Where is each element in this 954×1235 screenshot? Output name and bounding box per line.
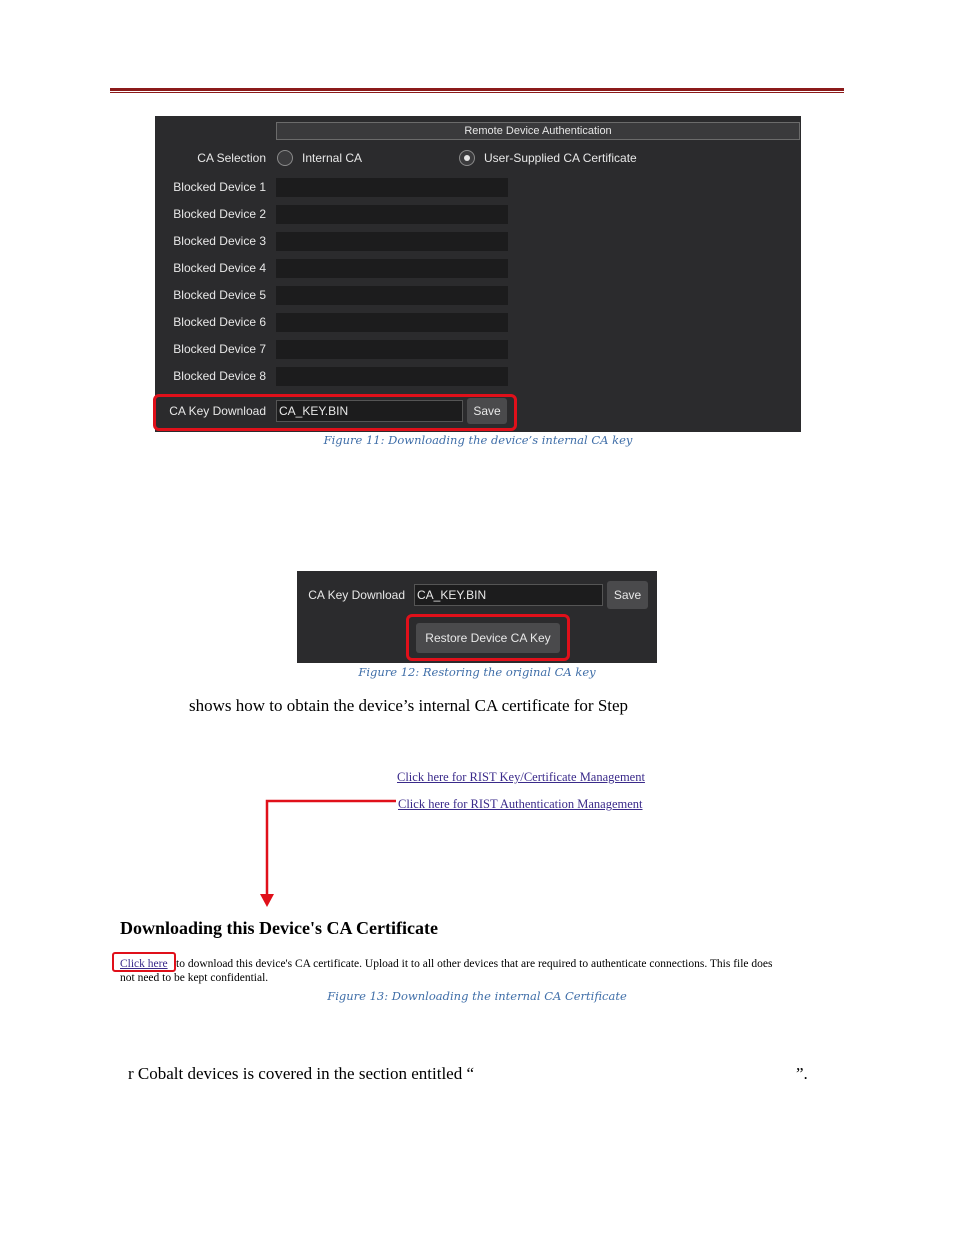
blocked-device-label: Blocked Device 6	[173, 315, 266, 329]
header-rule	[110, 88, 844, 91]
ca-key-filename-input[interactable]: CA_KEY.BIN	[276, 400, 463, 422]
blocked-device-label: Blocked Device 1	[173, 180, 266, 194]
description-line: not need to be kept confidential.	[120, 972, 269, 984]
blocked-device-label: Blocked Device 4	[173, 261, 266, 275]
click-here-link[interactable]: Click here	[120, 958, 168, 970]
figure-caption: Figure 12: Restoring the original CA key	[358, 665, 596, 679]
ca-key-download-label: CA Key Download	[169, 404, 266, 418]
arrow-connector	[255, 795, 400, 910]
blocked-device-field[interactable]	[276, 178, 508, 197]
restore-ca-key-button[interactable]: Restore Device CA Key	[416, 623, 560, 653]
body-text: shows how to obtain the device’s internal CA certificate for Step	[189, 696, 629, 715]
body-text-end: ”.	[796, 1064, 808, 1083]
rist-key-management-link[interactable]: Click here for RIST Key/Certificate Management	[397, 770, 645, 784]
ca-selection-label: CA Selection	[197, 151, 266, 165]
blocked-device-field[interactable]	[276, 232, 508, 251]
ca-key-download-label: CA Key Download	[308, 588, 405, 602]
ca-key-filename-input[interactable]: CA_KEY.BIN	[414, 584, 603, 606]
blocked-device-label: Blocked Device 3	[173, 234, 266, 248]
blocked-device-field[interactable]	[276, 313, 508, 332]
radio-internal-ca-label: Internal CA	[302, 151, 363, 165]
blocked-device-label: Blocked Device 8	[173, 369, 266, 383]
body-text: r Cobalt devices is covered in the section entitled “	[128, 1064, 475, 1083]
section-heading: Downloading this Device's CA Certificate	[120, 918, 438, 938]
save-button[interactable]: Save	[467, 398, 507, 424]
blocked-device-field[interactable]	[276, 259, 508, 278]
radio-user-supplied-ca[interactable]	[459, 150, 475, 166]
blocked-device-field[interactable]	[276, 367, 508, 386]
radio-user-supplied-ca-label: User-Supplied CA Certificate	[484, 151, 637, 165]
description-line: to download this device's CA certificate. Upload it to all other devices that are required to authenticate connections. This file does	[176, 958, 773, 970]
blocked-device-label: Blocked Device 2	[173, 207, 266, 221]
blocked-device-field[interactable]	[276, 340, 508, 359]
save-button[interactable]: Save	[607, 581, 648, 609]
figure-caption: Figure 13: Downloading the internal CA Certificate	[327, 989, 627, 1003]
radio-internal-ca[interactable]	[277, 150, 293, 166]
header-rule-thin	[110, 92, 844, 93]
blocked-device-label: Blocked Device 5	[173, 288, 266, 302]
blocked-device-field[interactable]	[276, 286, 508, 305]
rist-auth-management-link[interactable]: Click here for RIST Authentication Management	[398, 797, 643, 811]
blocked-device-label: Blocked Device 7	[173, 342, 266, 356]
panel-title: Remote Device Authentication	[276, 122, 800, 140]
blocked-device-field[interactable]	[276, 205, 508, 224]
figure-caption: Figure 11: Downloading the device’s internal CA key	[323, 433, 633, 447]
